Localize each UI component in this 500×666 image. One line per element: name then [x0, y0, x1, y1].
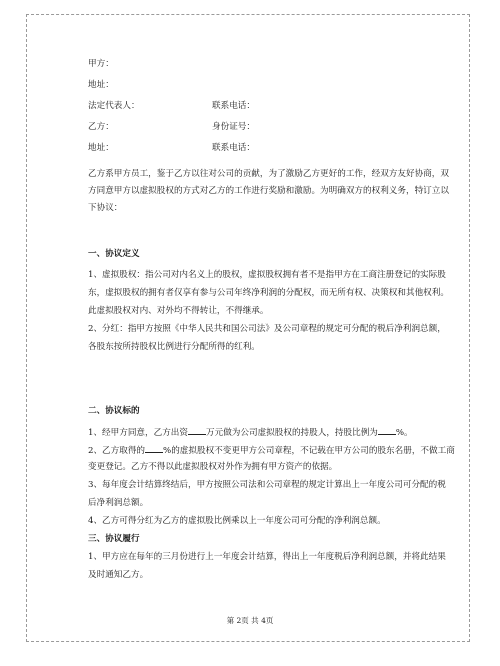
intro-paragraph	[88, 168, 449, 214]
party-b-label: 乙方：	[88, 122, 114, 132]
paragraph-line: 东，虚拟股权的拥有者仅享有参与公司年终净利润的分配权，而无所有权、决策权和其他权利。	[88, 288, 449, 298]
paragraph-line: 及时通知乙方。	[88, 570, 149, 580]
subject-clause-4: 4、乙方可得分红为乙方的虚拟股比例乘以上一年度公司可分配的净利润总额。	[88, 516, 386, 526]
section-title: 三、协议履行	[88, 534, 140, 544]
paragraph-line: 3、每年度会计结算终结后，甲方按照公司法和公司章程的规定计算出上一年度公司可分配的税	[88, 480, 446, 490]
party-b-phone-label: 联系电话：	[212, 143, 255, 153]
subject-clause-1	[88, 425, 413, 438]
document-body	[88, 58, 455, 581]
fill-in-blank[interactable]	[145, 443, 163, 453]
subject-clause-2	[88, 443, 455, 456]
party-b-address-label: 地址：	[88, 143, 114, 153]
paragraph-line: 后净利润总额。	[88, 498, 149, 508]
intro-line: 乙方系甲方员工，鉴于乙方以往对公司的贡献，为了激励乙方更好的工作，经双方友好协商，双	[88, 169, 449, 179]
legal-rep-label: 法定代表人：	[88, 101, 140, 111]
definition-virtual-equity	[88, 269, 449, 317]
paragraph-line: 各股东按所持股权比例进行分配所得的红利。	[88, 342, 260, 352]
legal-rep-row	[88, 100, 408, 112]
paragraph-text: %。	[395, 428, 413, 438]
paragraph-text: 2、乙方取得的	[88, 446, 146, 456]
subject-clause-3	[88, 479, 446, 509]
performance-clause-1	[88, 551, 446, 581]
party-b-address-row	[88, 142, 408, 154]
party-info	[88, 58, 408, 154]
intro-line: 方同意甲方以虚拟股权的方式对乙方的工作进行奖励和激励。为明确双方的权利义务，特订立以	[88, 186, 449, 196]
intro-line: 下协议：	[88, 203, 123, 213]
paragraph-line: 2、分红：指甲方按照《中华人民共和国公司法》及公司章程的规定可分配的税后净利润总额，	[88, 324, 446, 334]
id-number-label: 身份证号：	[212, 122, 255, 132]
fill-in-blank[interactable]	[378, 425, 396, 435]
paragraph-line: 1、甲方应在每年的三月份进行上一年度会计结算，得出上一年度税后净利润总额，并将此结果	[88, 552, 446, 562]
party-a-label: 甲方：	[88, 59, 114, 69]
party-a-address-row	[88, 79, 408, 91]
section-definitions	[88, 248, 449, 353]
party-a-phone-label: 联系电话：	[212, 101, 255, 111]
party-b-row	[88, 121, 408, 133]
fill-in-blank[interactable]	[188, 425, 206, 435]
paragraph-line: 此虚拟股权对内、对外均不得转让，不得继承。	[88, 306, 269, 316]
section-performance	[88, 533, 446, 581]
page-number: 第 2页 共 4页	[226, 616, 274, 625]
paragraph-text: %的虚拟股权不变更甲方公司章程，不记载在甲方公司的股东名册，不做工商	[163, 446, 455, 456]
definition-dividend	[88, 323, 446, 353]
paragraph-text: 万元做为公司虚拟股权的持股人，持股比例为	[206, 428, 378, 438]
section-title: 一、协议定义	[88, 249, 140, 259]
paragraph-text: 1、经甲方同意，乙方出资	[88, 428, 188, 438]
party-a-address-label: 地址：	[88, 80, 114, 90]
section-title: 二、协议标的	[88, 406, 140, 416]
party-a-row	[88, 58, 408, 70]
section-subject	[88, 405, 455, 527]
subject-clause-2-cont: 变更登记。乙方不得以此虚拟股权对外作为拥有甲方资产的依据。	[88, 462, 338, 472]
paragraph-line: 1、虚拟股权：指公司对内名义上的股权，虚拟股权拥有者不是指甲方在工商注册登记的实际股	[88, 270, 446, 280]
